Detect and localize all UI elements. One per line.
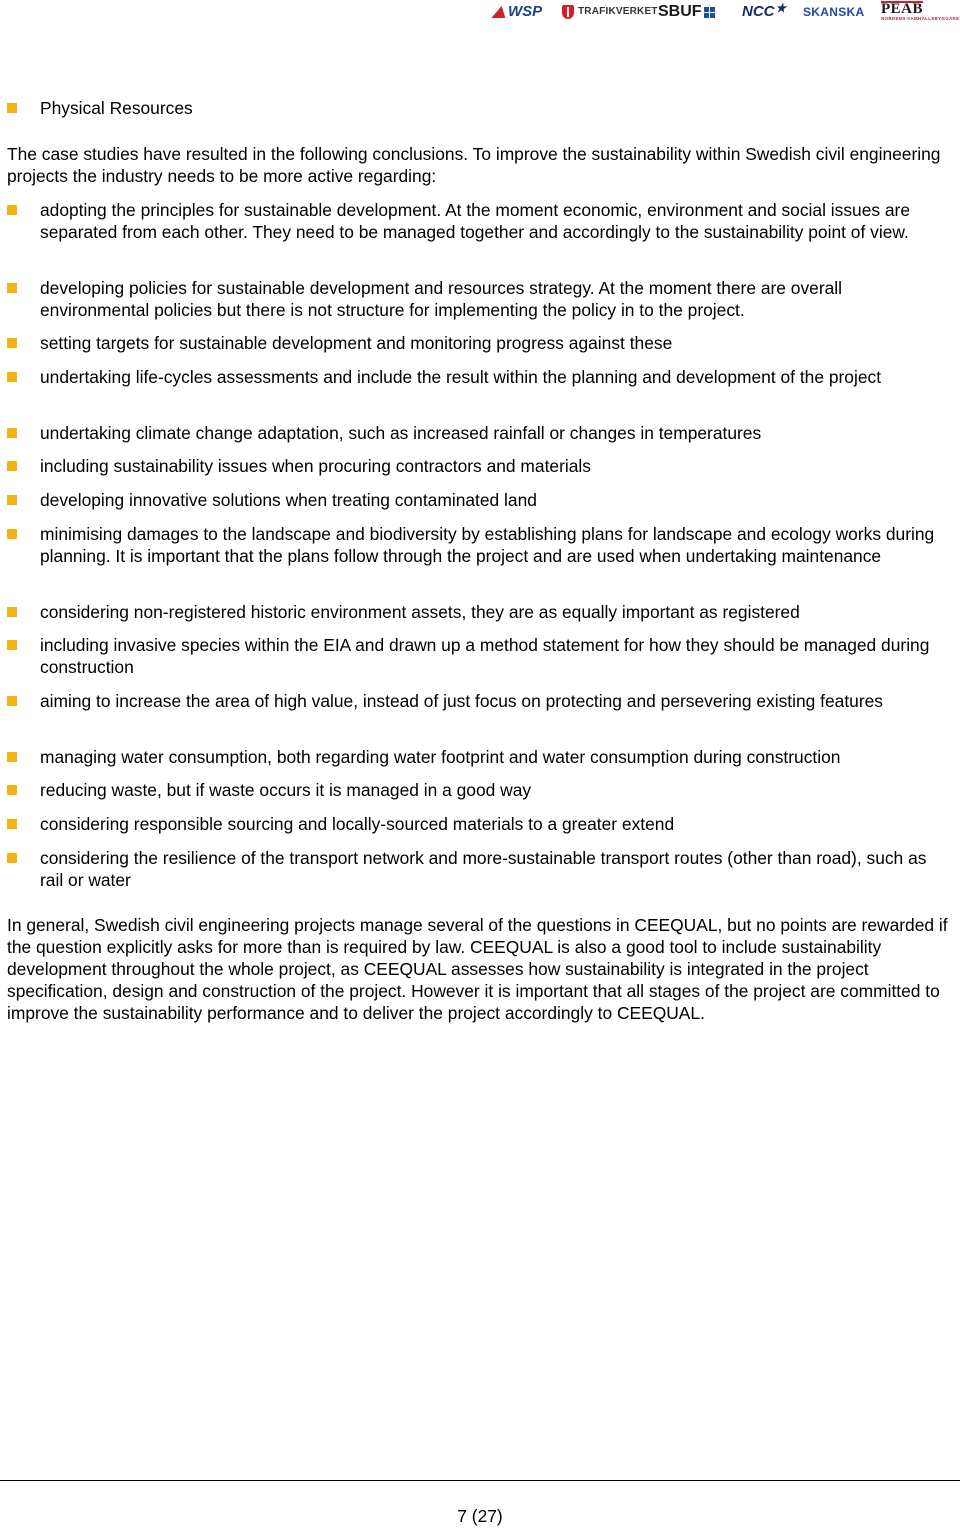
bullet-square-icon bbox=[7, 696, 17, 706]
footer-divider bbox=[0, 1480, 960, 1481]
list-item: aiming to increase the area of high value, instead of just focus on protecting and persevering existing features bbox=[40, 691, 883, 711]
bullet-square-icon bbox=[7, 372, 17, 382]
trafikverket-logo bbox=[562, 3, 658, 21]
list-item: minimising damages to the landscape and biodiversity by establishing plans for landscape and ecology works during planning. It is important that the plans follow through the project and are used when undertaking maintenance bbox=[40, 524, 935, 566]
ncc-logo bbox=[742, 3, 786, 21]
wsp-logo-text: WSP bbox=[508, 3, 543, 20]
list-item: setting targets for sustainable development and monitoring progress against these bbox=[40, 333, 673, 353]
list-item: considering responsible sourcing and locally-sourced materials to a greater extend bbox=[40, 814, 675, 834]
bullet-square-icon bbox=[7, 338, 17, 348]
skanska-logo-text: SKANSKA bbox=[803, 5, 865, 19]
bullet-square-icon bbox=[7, 529, 17, 539]
sbuf-logo-text: SBUF bbox=[658, 3, 702, 20]
sbuf-logo bbox=[658, 3, 715, 21]
bullet-square-icon bbox=[7, 103, 17, 113]
bullet-square-icon bbox=[7, 752, 17, 762]
bullet-square-icon bbox=[7, 853, 17, 863]
bullet-square-icon bbox=[7, 495, 17, 505]
sbuf-grid-icon bbox=[704, 7, 715, 18]
list-item: adopting the principles for sustainable development. At the moment economic, environment and social issues are separated from each other. They need to be managed together and accordingly to the sustainability point of view. bbox=[40, 200, 911, 242]
list-item: considering the resilience of the transport network and more-sustainable transport routes (other than road), such as rail or water bbox=[40, 848, 927, 890]
peab-logo-text: PEAB bbox=[881, 1, 924, 17]
conclusion-paragraph: In general, Swedish civil engineering projects manage several of the questions in CEEQUAL, but no points are rewarded if the question explicitly asks for more than is required by law. CEEQUAL is also a good tool to include sustainability development throughout the whole project, as CEEQUAL assesses how sustainability is integrated in the project specification, design and construction of the project. However it is important that all stages of the project are committed to improve the sustainability performance and to deliver the project accordingly to CEEQUAL. bbox=[7, 915, 948, 1023]
trafikverket-logo-text: TRAFIKVERKET bbox=[578, 6, 658, 17]
ncc-star-icon: ★ bbox=[775, 1, 787, 15]
intro-paragraph: The case studies have resulted in the following conclusions. To improve the sustainability within Swedish civil engineering projects the industry needs to be more active regarding: bbox=[7, 144, 941, 186]
header-logo-bar bbox=[0, 0, 960, 26]
bullet-square-icon bbox=[7, 205, 17, 215]
wsp-mark-icon bbox=[491, 6, 508, 18]
page-number: 7 (27) bbox=[457, 1506, 503, 1526]
list-item: reducing waste, but if waste occurs it is managed in a good way bbox=[40, 780, 532, 800]
peab-logo-subtitle: NORDENS SAMHÄLLSBYGGARE bbox=[881, 16, 960, 21]
bullet-square-icon bbox=[7, 283, 17, 293]
ncc-logo-text: NCC bbox=[742, 3, 775, 20]
list-item: undertaking climate change adaptation, such as increased rainfall or changes in temperatures bbox=[40, 423, 762, 443]
list-item: considering non-registered historic environment assets, they are as equally important as registered bbox=[40, 602, 800, 622]
bullet-square-icon bbox=[7, 428, 17, 438]
trafikverket-shield-icon bbox=[562, 5, 574, 19]
list-item: developing innovative solutions when treating contaminated land bbox=[40, 490, 537, 510]
peab-logo bbox=[881, 1, 959, 21]
bullet-square-icon bbox=[7, 461, 17, 471]
list-item: managing water consumption, both regarding water footprint and water consumption during construction bbox=[40, 747, 841, 767]
section-heading: Physical Resources bbox=[40, 98, 193, 118]
list-item: including sustainability issues when procuring contractors and materials bbox=[40, 456, 591, 476]
bullet-square-icon bbox=[7, 785, 17, 795]
list-item: developing policies for sustainable development and resources strategy. At the moment there are overall environmental policies but there is not structure for implementing the policy in to the project. bbox=[40, 278, 843, 320]
bullet-square-icon bbox=[7, 640, 17, 650]
bullet-square-icon bbox=[7, 607, 17, 617]
list-item: undertaking life-cycles assessments and include the result within the planning and development of the project bbox=[40, 367, 882, 387]
bullet-square-icon bbox=[7, 819, 17, 829]
skanska-logo bbox=[803, 3, 864, 21]
wsp-logo bbox=[493, 3, 542, 21]
list-item: including invasive species within the EIA and drawn up a method statement for how they should be managed during construction bbox=[40, 635, 930, 677]
